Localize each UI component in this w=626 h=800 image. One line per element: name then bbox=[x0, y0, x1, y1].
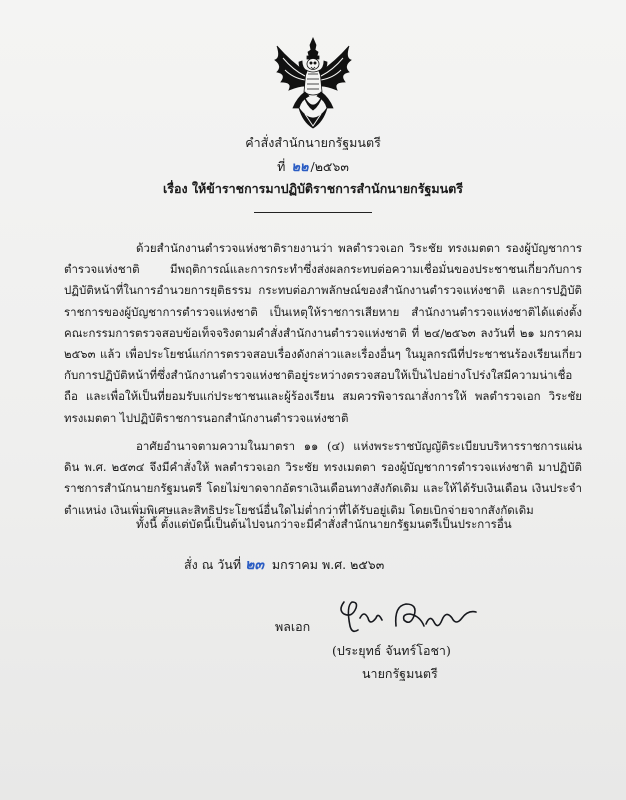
date-month-year: มกราคม พ.ศ. ๒๕๖๓ bbox=[271, 557, 385, 572]
order-title: คำสั่งสำนักนายกรัฐมนตรี bbox=[245, 135, 381, 150]
body-paragraph-3: ทั้งนี้ ตั้งแต่บัดนี้เป็นต้นไปจนกว่าจะมีคำสั่งสำนักนายกรัฐมนตรีเป็นประการอื่น bbox=[136, 517, 512, 531]
order-subject: เรื่อง ให้ข้าราชการมาปฏิบัติราชการสำนักนายกรัฐมนตรี bbox=[163, 181, 463, 196]
order-number bbox=[0, 159, 626, 176]
body-paragraph-1: ด้วยสำนักงานตำรวจแห่งชาติรายงานว่า พลตำรวจเอก วิระชัย ทรงเมตตา รองผู้บัญชาการตำรวจแห่งชาติ มีพฤติการณ์และการกระทำซึ่งส่งผลกระทบต่อความเชื่อมั่นของประชาชนเกี่ยวกับการปฏิบัติหน้าที่ในการอำนวยการยุติธรรม กระทบต่อภาพลักษณ์ของสำนักงานตำรวจแห่งชาติ และการปฏิบัติราชการของผู้บัญชาการตำรวจแห่งชาติ เป็นเหตุให้ราชการเสียหาย สำนักงานตำรวจแห่งชาติได้แต่งตั้งคณะกรรมการตรวจสอบข้อเท็จจริงตามคำสั่งสำนักงานตำรวจแห่งชาติ ที่ ๒๔/๒๕๖๓ ลงวันที่ ๒๑ มกราคม ๒๕๖๓ แล้ว เพื่อประโยชน์แก่การตรวจสอบเรื่องดังกล่าวและเรื่องอื่นๆ ในมูลกรณีที่ประชาชนร้องเรียนเกี่ยวกับการปฏิบัติหน้าที่ซึ่งสำนักงานตำรวจแห่งชาติอยู่ระหว่างตรวจสอบให้เป็นไปอย่างโปร่งใสมีความน่าเชื่อถือ และเพื่อให้เป็นที่ยอมรับแก่ประชาชนและผู้ร้องเรียน สมควรพิจารณาสั่งการให้ พลตำรวจเอก วิระชัย ทรงเมตตา ไปปฏิบัติราชการนอกสำนักงานตำรวจแห่งชาติ bbox=[64, 241, 582, 425]
order-date bbox=[184, 557, 384, 573]
order-number-handwritten: ๒๒ bbox=[291, 160, 309, 175]
date-day-handwritten: ๒๓ bbox=[245, 557, 264, 573]
header-divider bbox=[254, 212, 372, 213]
order-number-prefix: ที่ bbox=[277, 159, 286, 174]
garuda-emblem-icon bbox=[271, 36, 355, 132]
handwritten-signature-icon bbox=[334, 596, 484, 638]
body-paragraph-2: อาศัยอำนาจตามความในมาตรา ๑๑ (๔) แห่งพระราชบัญญัติระเบียบบริหารราชการแผ่นดิน พ.ศ. ๒๕๓๔ จึงมีคำสั่งให้ พลตำรวจเอก วิระชัย ทรงเมตตา รองผู้บัญชาการตำรวจแห่งชาติ มาปฏิบัติราชการสำนักนายกรัฐมนตรี โดยไม่ขาดจากอัตราเงินเดือนทางสังกัดเดิม และให้ได้รับเงินเดือน เงินประจำตำแหน่ง เงินเพิ่มพิเศษและสิทธิประโยชน์อื่นใดไม่ต่ำกว่าที่ได้รับอยู่เดิม โดยเบิกจ่ายจากสังกัดเดิม bbox=[64, 439, 582, 517]
signer-name: (ประยุทธ์ จันทร์โอชา) bbox=[332, 643, 451, 658]
signer-rank: พลเอก bbox=[275, 619, 311, 634]
date-prefix: สั่ง ณ วันที่ bbox=[184, 557, 242, 572]
order-number-suffix: /๒๕๖๓ bbox=[310, 159, 349, 174]
signer-position: นายกรัฐมนตรี bbox=[362, 666, 438, 681]
